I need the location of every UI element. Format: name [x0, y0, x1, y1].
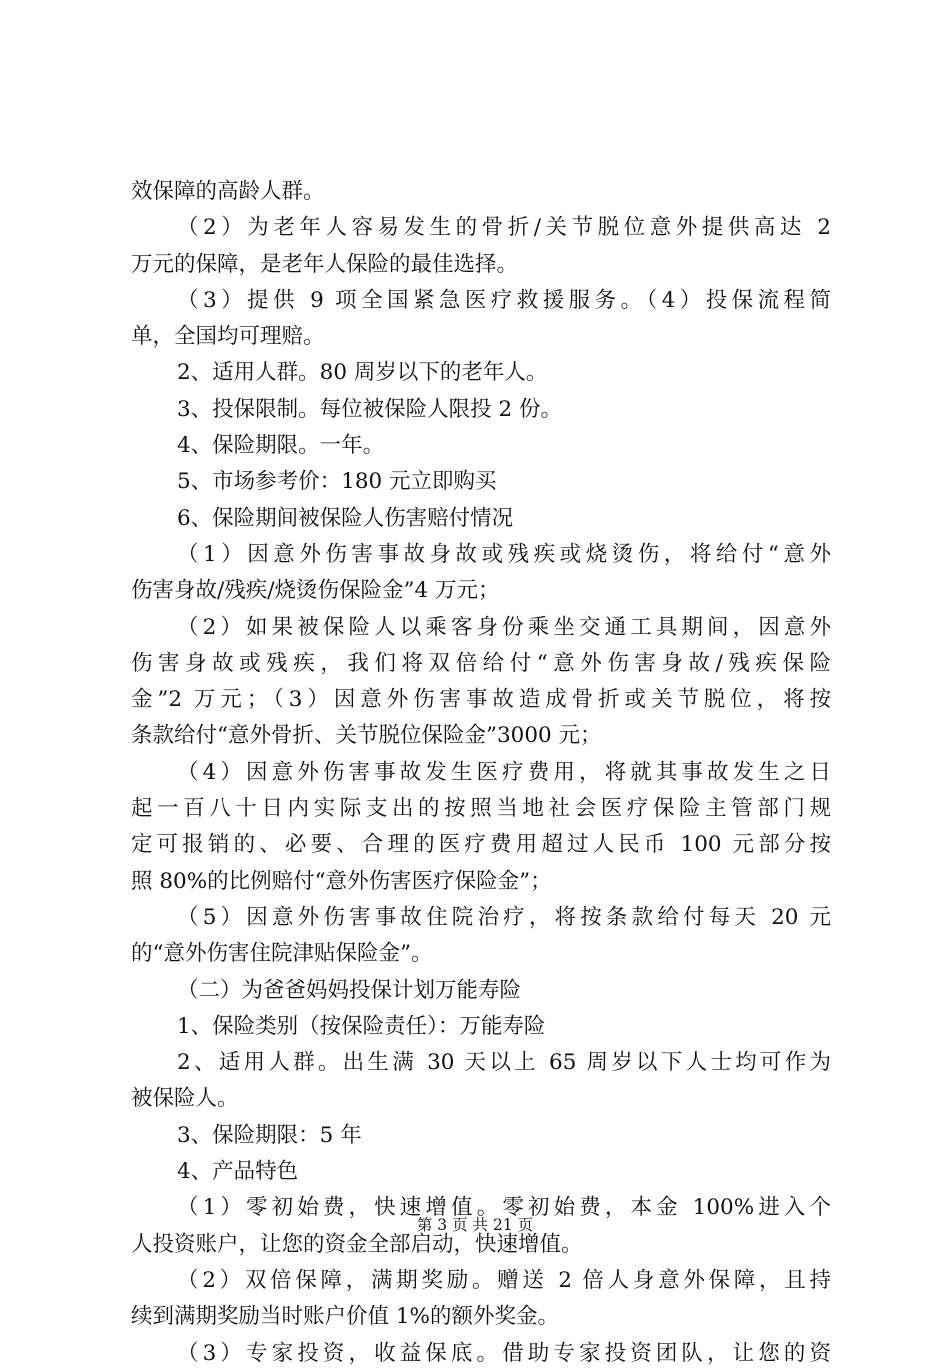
paragraph-line: 4、保险期限。一年。 — [177, 433, 385, 459]
paragraph-line: 5、市场参考价：180 元立即购买 — [177, 469, 497, 495]
paragraph-line: （2）如果被保险人以乘客身份乘坐交通工具期间，因意外 — [177, 614, 831, 640]
paragraph-line: 起一百八十日内实际支出的按照当地社会医疗保险主管部门规 — [131, 796, 831, 822]
paragraph-line: 被保险人。 — [131, 1086, 239, 1112]
paragraph-line: 人投资账户，让您的资金全部启动，快速增值。 — [131, 1231, 583, 1257]
paragraph-line: 3、保险期限：5 年 — [177, 1122, 362, 1148]
paragraph-line: （1）零初始费，快速增值。零初始费，本金 100%进入个 — [177, 1195, 831, 1221]
paragraph-line: 2、适用人群。80 周岁以下的老年人。 — [177, 360, 548, 386]
paragraph-line: 伤害身故/残疾/烧烫伤保险金”4 万元； — [131, 578, 500, 604]
paragraph-line: （3）提供 9 项全国紧急医疗救援服务。（4）投保流程简 — [177, 287, 831, 313]
paragraph-line: 1、保险类别（按保险责任）：万能寿险 — [177, 1013, 546, 1039]
paragraph-line: （5）因意外伤害事故住院治疗，将按条款给付每天 20 元 — [177, 904, 831, 930]
paragraph-line: 效保障的高龄人群。 — [131, 179, 325, 204]
paragraph-line: 2、适用人群。出生满 30 天以上 65 周岁以下人士均可作为 — [177, 1050, 831, 1076]
paragraph-line: 万元的保障，是老年人保险的最佳选择。 — [131, 251, 519, 277]
paragraph-line: 续到满期奖励当时账户价值 1%的额外奖金。 — [131, 1304, 559, 1330]
paragraph-line: （2）为老年人容易发生的骨折/关节脱位意外提供高达 2 — [177, 215, 831, 241]
paragraph-line: 定可报销的、必要、合理的医疗费用超过人民币 100 元部分按 — [131, 832, 831, 858]
document-body — [131, 174, 831, 1372]
paragraph-line: 3、投保限制。每位被保险人限投 2 份。 — [177, 396, 563, 422]
paragraph-line: （2）双倍保障，满期奖励。赠送 2 倍人身意外保障，且持 — [177, 1267, 831, 1293]
paragraph-line: 4、产品特色 — [177, 1159, 299, 1185]
paragraph-line: 6、保险期间被保险人伤害赔付情况 — [177, 505, 514, 531]
paragraph-line: （1）因意外伤害事故身故或残疾或烧烫伤，将给付“意外 — [177, 541, 831, 567]
paragraph-line: 条款给付“意外骨折、关节脱位保险金”3000 元； — [131, 723, 602, 749]
paragraph-line: （二）为爸爸妈妈投保计划万能寿险 — [177, 977, 522, 1003]
paragraph-line: （3）专家投资，收益保底。借助专家投资团队，让您的资 — [177, 1340, 831, 1366]
paragraph-line: 的“意外伤害住院津贴保险金”。 — [131, 941, 433, 967]
paragraph-line: 伤害身故或残疾，我们将双倍给付“意外伤害身故/残疾保险 — [131, 650, 831, 676]
page-number-footer: 第 3 页 共 21 页 — [416, 1216, 534, 1234]
paragraph-line: 金”2 万元；（3）因意外伤害事故造成骨折或关节脱位，将按 — [131, 687, 831, 713]
paragraph-line: （4）因意外伤害事故发生医疗费用，将就其事故发生之日 — [177, 759, 831, 785]
paragraph-line: 单，全国均可理赔。 — [131, 324, 325, 350]
paragraph-line: 照 80%的比例赔付“意外伤害医疗保险金”； — [131, 868, 552, 894]
